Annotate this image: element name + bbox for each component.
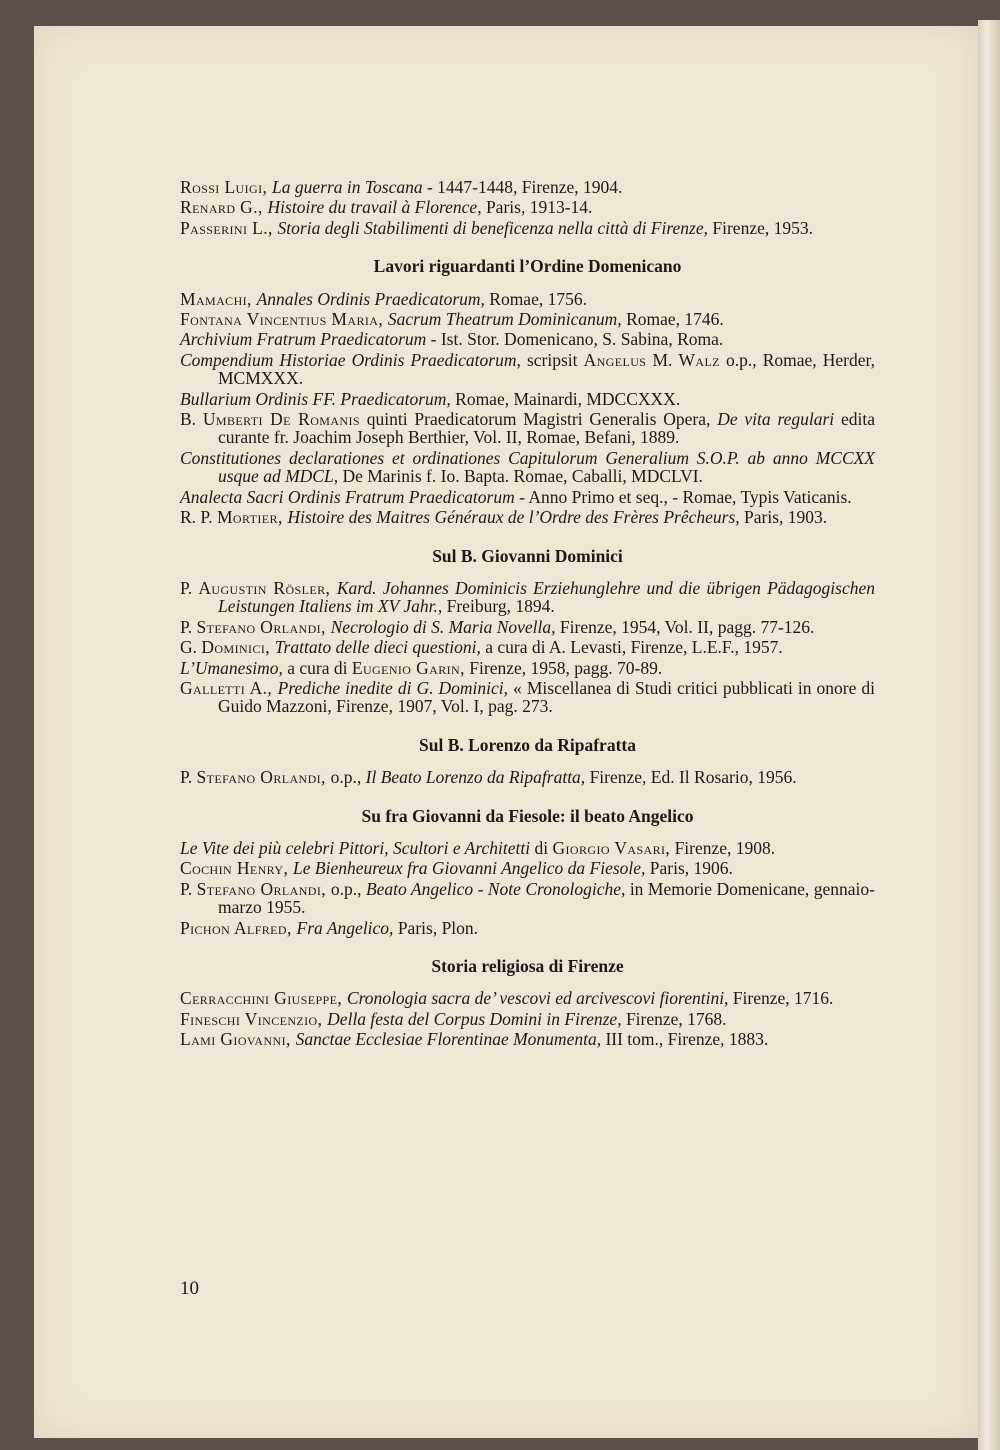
entry-text: Paris, 1906. bbox=[645, 858, 733, 879]
entry-text: - 1447-1448, Firenze, 1904. bbox=[422, 177, 623, 197]
author-name: Galletti A., bbox=[180, 677, 278, 698]
entry-text: Freiburg, 1894. bbox=[442, 596, 555, 617]
entry-text: M. bbox=[646, 349, 679, 370]
entry-text: in Memorie Domenicane, gennaio-marzo 1955. bbox=[218, 878, 875, 918]
bibliography-entry bbox=[180, 449, 875, 486]
work-title: Bullarium Ordinis FF. Praedicatorum, bbox=[180, 388, 451, 409]
work-title: L’Umanesimo, bbox=[180, 657, 283, 678]
entry-text: De Marinis f. Io. Bapta. Romae, Caballi, MDCLVI. bbox=[338, 466, 703, 487]
work-title: Annales Ordinis Praedicatorum, bbox=[256, 288, 485, 309]
author-name: Cerracchini Giuseppe, bbox=[180, 988, 347, 1009]
bibliography-entry bbox=[180, 919, 875, 937]
bibliography-entry bbox=[180, 768, 875, 786]
work-title: Della festa del Corpus Domini in Firenze, bbox=[327, 1008, 622, 1029]
author-name: Mamachi, bbox=[180, 288, 257, 309]
bibliography-entry bbox=[180, 390, 875, 408]
work-title: Archivium Fratrum Praedicatorum bbox=[180, 329, 427, 350]
section-heading: Sul B. Lorenzo da Ripafratta bbox=[419, 734, 636, 755]
work-title: De vita regulari bbox=[717, 409, 835, 430]
bibliography-entry bbox=[180, 219, 875, 237]
entry-text: quinti Praedicatorum Magistri Generalis Opera, bbox=[359, 409, 718, 430]
bibliography-entry bbox=[180, 310, 875, 328]
author-name: Giorgio Vasari, bbox=[552, 837, 671, 858]
work-title: Cronologia sacra de’ vescovi ed arcivescovi fiorentini, bbox=[346, 988, 729, 1009]
entry-text: a cura di bbox=[282, 657, 352, 678]
work-title: Fra Angelico, bbox=[296, 917, 394, 938]
bibliography-entry bbox=[180, 1030, 875, 1048]
book-edge bbox=[978, 20, 1000, 1450]
entry-text: o.p., bbox=[330, 878, 366, 899]
section-heading: Su fra Giovanni da Fiesole: il beato Angelico bbox=[361, 805, 694, 826]
author-name: Umberti De Romanis bbox=[202, 409, 360, 430]
work-title: La guerra in Toscana bbox=[272, 177, 423, 197]
author-name: Renard G., bbox=[180, 197, 268, 218]
entry-text: - Anno Primo et seq., - Romae, Typis Vaticanis. bbox=[514, 486, 852, 507]
entry-text: a cura di A. Levasti, Firenze, L.E.F., 1957. bbox=[480, 637, 783, 658]
entry-text: P. bbox=[180, 767, 197, 788]
author-name: Angelus bbox=[583, 349, 647, 370]
entry-text: Firenze, 1908. bbox=[670, 837, 776, 858]
work-title: Le Bienheureux fra Giovanni Angelico da Fiesole, bbox=[293, 858, 646, 879]
work-title: Il Beato Lorenzo da Ripafratta, bbox=[365, 767, 586, 788]
entry-text: Firenze, Ed. Il Rosario, 1956. bbox=[585, 767, 797, 788]
bibliography-entry bbox=[180, 659, 875, 677]
work-title: Trattato delle dieci questioni, bbox=[274, 637, 481, 658]
bibliography-entry bbox=[180, 508, 875, 526]
entry-text: R. P. bbox=[180, 507, 217, 528]
entry-text: Paris, 1903. bbox=[739, 507, 828, 528]
author-name: Eugenio Garin, bbox=[351, 657, 465, 678]
author-name: Lami Giovanni, bbox=[180, 1029, 296, 1050]
work-title: Sacrum Theatrum Dominicanum, bbox=[387, 309, 622, 330]
section-heading: Storia religiosa di Firenze bbox=[431, 956, 624, 976]
bibliography-entry bbox=[180, 488, 875, 506]
bibliography-entry bbox=[180, 618, 875, 636]
work-title: Analecta Sacri Ordinis Fratrum Praedicatorum bbox=[180, 486, 515, 507]
author-name: Passerini L., bbox=[180, 217, 278, 238]
bibliography-entry bbox=[180, 638, 875, 656]
bibliography-entry bbox=[180, 880, 875, 917]
work-title: Storia degli Stabilimenti di beneficenza nella città di Firenze, bbox=[277, 217, 708, 238]
bibliography-entry bbox=[180, 989, 875, 1007]
work-title: Necrologio di S. Maria Novella, bbox=[330, 616, 556, 637]
entry-text: Paris, 1913-14. bbox=[481, 197, 593, 218]
entry-text: « Miscellanea di Studi critici pubblicati in onore di Guido Mazzoni, Firenze, 1907, Vol. I, pag. 273. bbox=[218, 677, 876, 717]
work-title: Beato Angelico - Note Cronologiche, bbox=[365, 878, 626, 899]
entry-text: Firenze, 1954, Vol. II, pagg. 77-126. bbox=[555, 616, 815, 637]
bibliography-entry bbox=[180, 178, 875, 196]
work-title: Kard. Johannes Dominicis Erziehunglehre und die übrigen Pädagogischen Leistungen Italiens im XV Jahr., bbox=[218, 577, 875, 617]
author-name: Dominici, bbox=[201, 637, 275, 658]
bibliography-entry bbox=[180, 351, 875, 388]
work-title: Prediche inedite di G. Dominici, bbox=[277, 677, 509, 698]
section-heading: Lavori riguardanti l’Ordine Domenicano bbox=[373, 256, 682, 277]
author-name: Mortier, bbox=[216, 507, 288, 528]
work-title: Le Vite dei più celebri Pittori, Scultori e Architetti bbox=[180, 837, 531, 858]
bibliography-entry bbox=[180, 579, 875, 616]
bibliography-entry bbox=[180, 839, 875, 857]
entry-text: Paris, Plon. bbox=[393, 917, 479, 938]
bibliography-entry bbox=[180, 1010, 875, 1028]
work-title: Constitutiones declarationes et ordinationes Capitulorum Generalium S.O.P. ab anno MCCXX usque ad MDCL, bbox=[180, 447, 875, 487]
entry-text: - Ist. Stor. Domenicano, S. Sabina, Roma. bbox=[426, 329, 724, 350]
section-heading: Sul B. Giovanni Dominici bbox=[432, 545, 623, 566]
author-name: Stefano Orlandi, bbox=[196, 767, 331, 788]
bibliography-entry bbox=[180, 410, 875, 447]
author-name: Fineschi Vincenzio, bbox=[180, 1008, 328, 1029]
bibliography-entry bbox=[180, 859, 875, 877]
work-title: Compendium Historiae Ordinis Praedicatorum, bbox=[180, 349, 521, 370]
entry-text: o.p., Romae, Herder, MCMXXX. bbox=[218, 349, 875, 389]
page-number: 10 bbox=[180, 1278, 199, 1299]
work-title: Histoire des Maitres Généraux de l’Ordre des Frères Prêcheurs, bbox=[287, 507, 740, 528]
author-name: Augustin Rösler, bbox=[198, 577, 337, 598]
entry-text: scripsit bbox=[520, 349, 584, 370]
entry-text: Firenze, 1768. bbox=[621, 1008, 727, 1029]
bibliography-entry bbox=[180, 679, 875, 716]
entry-text: Romae, 1746. bbox=[621, 309, 724, 330]
entry-text: III tom., Firenze, 1883. bbox=[601, 1029, 769, 1050]
entry-text: o.p., bbox=[330, 767, 366, 788]
entry-text: Firenze, 1958, pagg. 70-89. bbox=[464, 657, 663, 678]
author-name: Stefano Orlandi, bbox=[196, 616, 331, 637]
entry-text: Romae, Mainardi, MDCCXXX. bbox=[450, 388, 681, 409]
author-name: Fontana Vincentius Maria, bbox=[180, 309, 388, 330]
bibliography-entry bbox=[180, 330, 875, 348]
entry-text: Firenze, 1953. bbox=[708, 217, 813, 238]
bibliography bbox=[180, 178, 875, 1051]
work-title: Histoire du travail à Florence, bbox=[267, 197, 482, 218]
entry-text: Romae, 1756. bbox=[484, 288, 587, 309]
entry-text: P. bbox=[180, 878, 197, 899]
entry-text: B. bbox=[180, 409, 203, 430]
author-name: Walz bbox=[678, 349, 720, 370]
author-name: Stefano Orlandi, bbox=[196, 878, 331, 899]
entry-text: Firenze, 1716. bbox=[728, 988, 834, 1009]
author-name: Rossi Luigi, bbox=[180, 177, 273, 197]
author-name: Cochin Henry, bbox=[180, 858, 294, 879]
entry-text: P. bbox=[180, 616, 197, 637]
entry-text: P. bbox=[180, 577, 199, 598]
entry-text: edita curante fr. Joachim Joseph Berthier, Vol. II, Romae, Befani, 1889. bbox=[218, 409, 876, 448]
entry-text: G. bbox=[180, 637, 202, 658]
entry-text: di bbox=[530, 837, 553, 858]
bibliography-entry bbox=[180, 198, 875, 216]
work-title: Sanctae Ecclesiae Florentinae Monumenta, bbox=[295, 1029, 602, 1050]
bibliography-entry bbox=[180, 290, 875, 308]
author-name: Pichon Alfred, bbox=[180, 917, 297, 938]
